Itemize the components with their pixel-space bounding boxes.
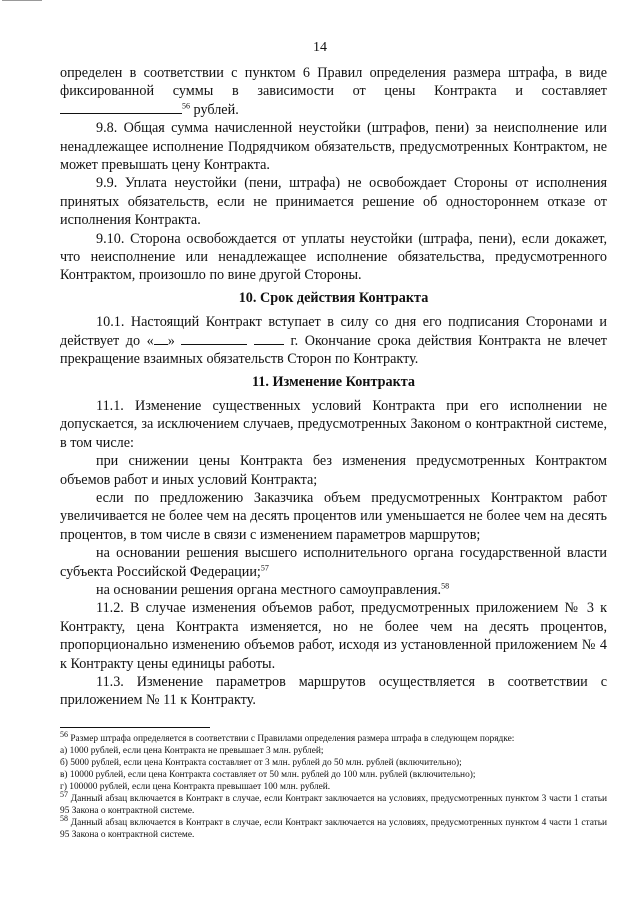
paragraph-11-2: 11.2. В случае изменения объемов работ, предусмотренных приложением № 3 к Контракту, цена Контракта изменяется, но не более чем на десять процентов, пропорционально изменению объемов работ, исходя из установленной приложением № 4 к Контракту цены единицы работы. [60, 600, 607, 672]
footnote-divider [60, 727, 210, 728]
paragraph-9-9: 9.9. Уплата неустойки (пени, штрафа) не освобождает Стороны от исполнения принятых обязательств, если не принимается решение об одностороннем отказе от исполнения Контракта. [60, 175, 607, 229]
footnote-ref-57: 57 [260, 562, 269, 572]
footnote-57 [60, 789, 608, 817]
paragraph-11-3: 11.3. Изменение параметров маршрутов осуществляется в соответствии с приложением № 11 к Контракту. [60, 674, 607, 709]
footnote-57-text: Данный абзац включается в Контракт в случае, если Контракт заключается на условиях, предусмотренных пунктом 3 части 1 статьи 95 Закона о контрактной системе. [60, 794, 608, 816]
paragraph-9-7-text: определен в соответствии с пунктом 6 Правил определения размера штрафа, в виде фиксированной суммы в зависимости от цены Контракта и составляет [60, 65, 607, 100]
footnote-58 [60, 813, 608, 841]
paragraph-10-1 [60, 313, 607, 368]
paragraph-9-8: 9.8. Общая сумма начисленной неустойки (штрафов, пени) за неисполнение или ненадлежащее исполнение Подрядчиком обязательств, предусмотренных Контрактом, не может превышать цену Контракта. [60, 120, 607, 174]
year-blank [254, 332, 284, 345]
paragraph-9-7-end [60, 64, 607, 119]
list-item-case-4 [60, 581, 607, 599]
paragraph-10-1-text-a: 10.1. Настоящий Контракт вступает в силу со дня его подписания Сторонами и действует до « [60, 314, 607, 349]
footnote-56 [60, 729, 607, 745]
day-blank [154, 332, 168, 345]
footnote-58-text: Данный абзац включается в Контракт в случае, если Контракт заключается на условиях, предусмотренных пунктом 4 части 1 статьи 95 Закона о контрактной системе. [60, 818, 608, 840]
paragraph-10-1-text-c: г. Окончание срока действия Контракта не влечет прекращение взаимных обязательств Сторон по Контракту. [60, 332, 608, 368]
footnote-56-c: в) 10000 рублей, если цена Контракта составляет от 50 млн. рублей до 100 млн. рублей (включительно); [60, 770, 476, 780]
list-item-case-3 [60, 544, 607, 581]
section-11-title: 11. Изменение Контракта [251, 373, 416, 390]
list-item-case-1: при снижении цены Контракта без изменения предусмотренных Контрактом объемов работ и иных условий Контракта; [60, 453, 607, 488]
footnote-56-d: г) 100000 рублей, если цена Контракта превышает 100 млн. рублей. [60, 782, 331, 792]
footnote-56-text: Размер штрафа определяется в соответствии с Правилами определения размера штрафа в следующем порядке: [70, 734, 515, 744]
case-3-text: на основании решения высшего исполнительного органа государственной власти субъекта Российской Федерации; [60, 545, 607, 580]
list-item-case-2: если по предложению Заказчика объем предусмотренных Контрактом работ увеличивается не более чем на десять процентов или уменьшается не более чем на десять процентов, в том числе в связи с изменением параметров маршрутов; [60, 489, 607, 543]
paragraph-11-1: 11.1. Изменение существенных условий Контракта при его исполнении не допускается, за исключением случаев, предусмотренных Законом о контрактной системе, в том числе: [60, 397, 607, 451]
footnote-57-mark: 57 [60, 789, 68, 799]
footnote-56-b: б) 5000 рублей, если цена Контракта составляет от 3 млн. рублей до 50 млн. рублей (включительно); [60, 758, 462, 768]
footnote-56-mark: 56 [60, 729, 68, 739]
footnote-ref-56: 56 [182, 101, 190, 111]
footnote-56-a: а) 1000 рублей, если цена Контракта не превышает 3 млн. рублей; [60, 746, 324, 756]
paragraph-9-10: 9.10. Сторона освобождается от уплаты неустойки (штрафа, пени), если докажет, что неисполнение или ненадлежащее исполнение обязательства, предусмотренного Контрактом, произошло по вине другой Стороны. [60, 230, 607, 284]
case-4-text: на основании решения органа местного самоуправления. [96, 581, 442, 598]
page-number: 14 [313, 40, 327, 55]
footnotes [60, 729, 608, 841]
paragraph-9-7-tail: рублей. [190, 101, 239, 118]
month-blank [181, 332, 247, 345]
amount-blank [60, 101, 182, 114]
paragraph-10-1-text-b: » [167, 332, 175, 349]
footnote-58-mark: 58 [60, 813, 68, 823]
document-body [60, 64, 607, 710]
section-10-title: 10. Срок действия Контракта [238, 289, 429, 306]
footnote-ref-58: 58 [441, 581, 450, 591]
scan-edge-mark [2, 0, 42, 3]
